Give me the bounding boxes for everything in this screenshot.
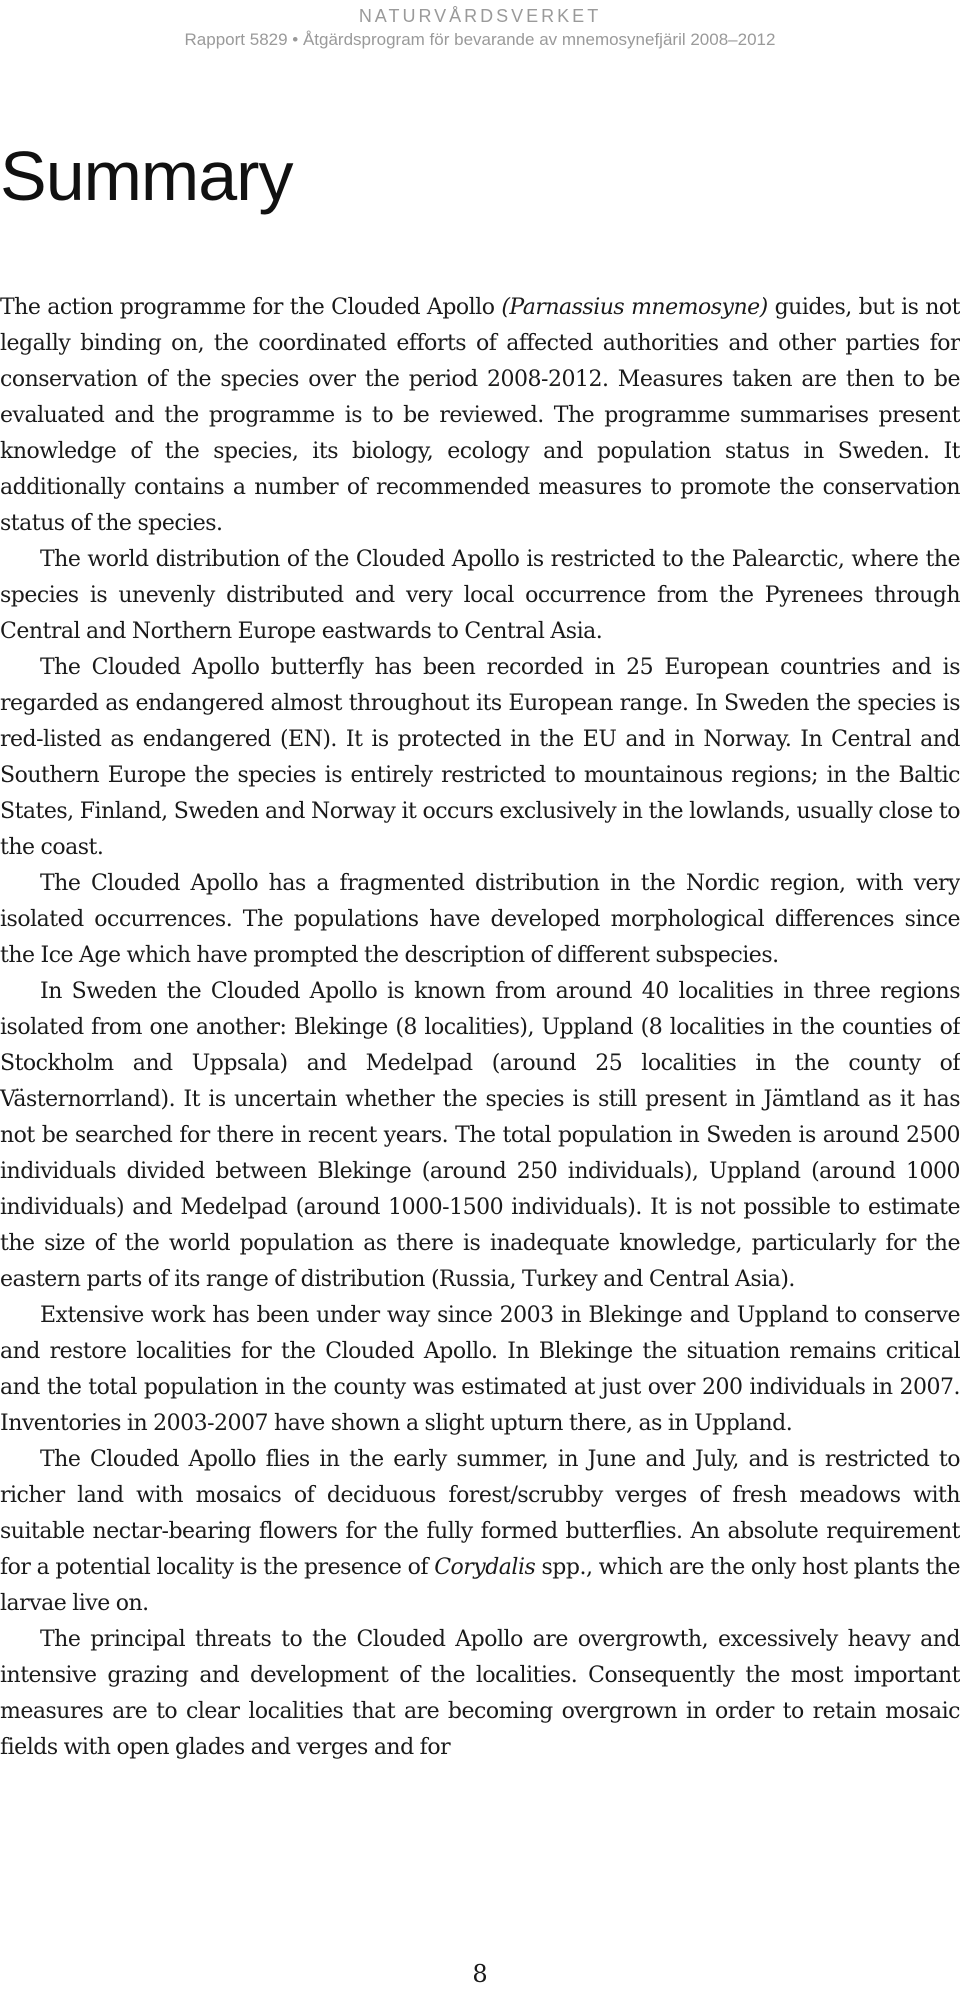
report-title: Rapport 5829 • Åtgärdsprogram för bevarande av mnemosynefjäril 2008–2012 (184, 30, 776, 49)
paragraph: Extensive work has been under way since 2003 in Blekinge and Uppland to conserve and restore localities for the Clouded Apollo. In Blekinge the situation remains critical and the total population in the county was estimated at just over 200 individuals in 2007. Inventories in 2003-2007 have shown a slight upturn there, as in Uppland. (0, 1303, 960, 1436)
paragraph: The Clouded Apollo butterfly has been recorded in 25 European countries and is regarded as endangered almost throughout its European range. In Sweden the species is red-listed as endangered (EN). It is protected in the EU and in Norway. In Central and Southern Europe the species is entirely restricted to mountainous regions; in the Baltic States, Finland, Sweden and Norway it occurs exclusively in the lowlands, usually close to the coast. (0, 655, 960, 860)
paragraph-text: guides, but is not legally binding on, the coordinated efforts of affected authorities and other parties for conservation of the species over the period 2008-2012. Measures taken are then to be evaluated and the programme is to be reviewed. The programme summarises present knowledge of the species, its biology, ecology and population status in Sweden. It additionally contains a number of recommended measures to promote the conservation status of the species. (0, 295, 960, 536)
paragraph: The Clouded Apollo has a fragmented distribution in the Nordic region, with very isolated occurrences. The populations have developed morphological differences since the Ice Age which have prompted the description of different subspecies. (0, 871, 960, 968)
page-title: Summary (0, 137, 293, 215)
summary-body (0, 290, 960, 1766)
paragraph: The principal threats to the Clouded Apollo are overgrowth, excessively heavy and intensive grazing and development of the localities. Consequently the most important measures are to clear localities that are becoming overgrown in order to retain mosaic fields with open glades and verges and for (0, 1627, 960, 1760)
page-number: 8 (472, 1960, 488, 1988)
paragraph-text: The action programme for the Clouded Apollo (0, 295, 502, 320)
publisher-name: NATURVÅRDSVERKET (358, 6, 602, 26)
running-header (160, 4, 800, 52)
paragraph: In Sweden the Clouded Apollo is known from around 40 localities in three regions isolated from one another: Blekinge (8 localities), Uppland (8 localities in the counties of Stockholm and Uppsala) and Medelpad (around 25 localities in the county of Västernorrland). It is uncertain whether the species is still present in Jämtland as it has not be searched for there in recent years. The total population in Sweden is around 2500 individuals divided between Blekinge (around 250 individuals), Uppland (around 1000 individuals) and Medelpad (around 1000-1500 individuals). It is not possible to estimate the size of the world population as there is inadequate knowledge, particularly for the eastern parts of its range of distribution (Russia, Turkey and Central Asia). (0, 979, 960, 1292)
paragraph: The world distribution of the Clouded Apollo is restricted to the Palearctic, where the species is unevenly distributed and very local occurrence from the Pyrenees through Central and Northern Europe eastwards to Central Asia. (0, 547, 960, 644)
paragraph-text: The Clouded Apollo flies in the early summer, in June and July, and is restricted to richer land with mosaics of deciduous forest/scrubby verges of fresh meadows with suitable nectar-bearing flowers for the fully formed butterflies. An absolute requirement for a potential locality is the presence of (0, 1447, 960, 1580)
paragraph (0, 1442, 960, 1622)
paragraph-text: spp., which are the only host plants the larvae live on. (0, 1555, 960, 1616)
species-name: (Parnassius mnemosyne) (501, 295, 768, 320)
genus-name: Corydalis (434, 1555, 536, 1580)
paragraph (0, 290, 960, 542)
